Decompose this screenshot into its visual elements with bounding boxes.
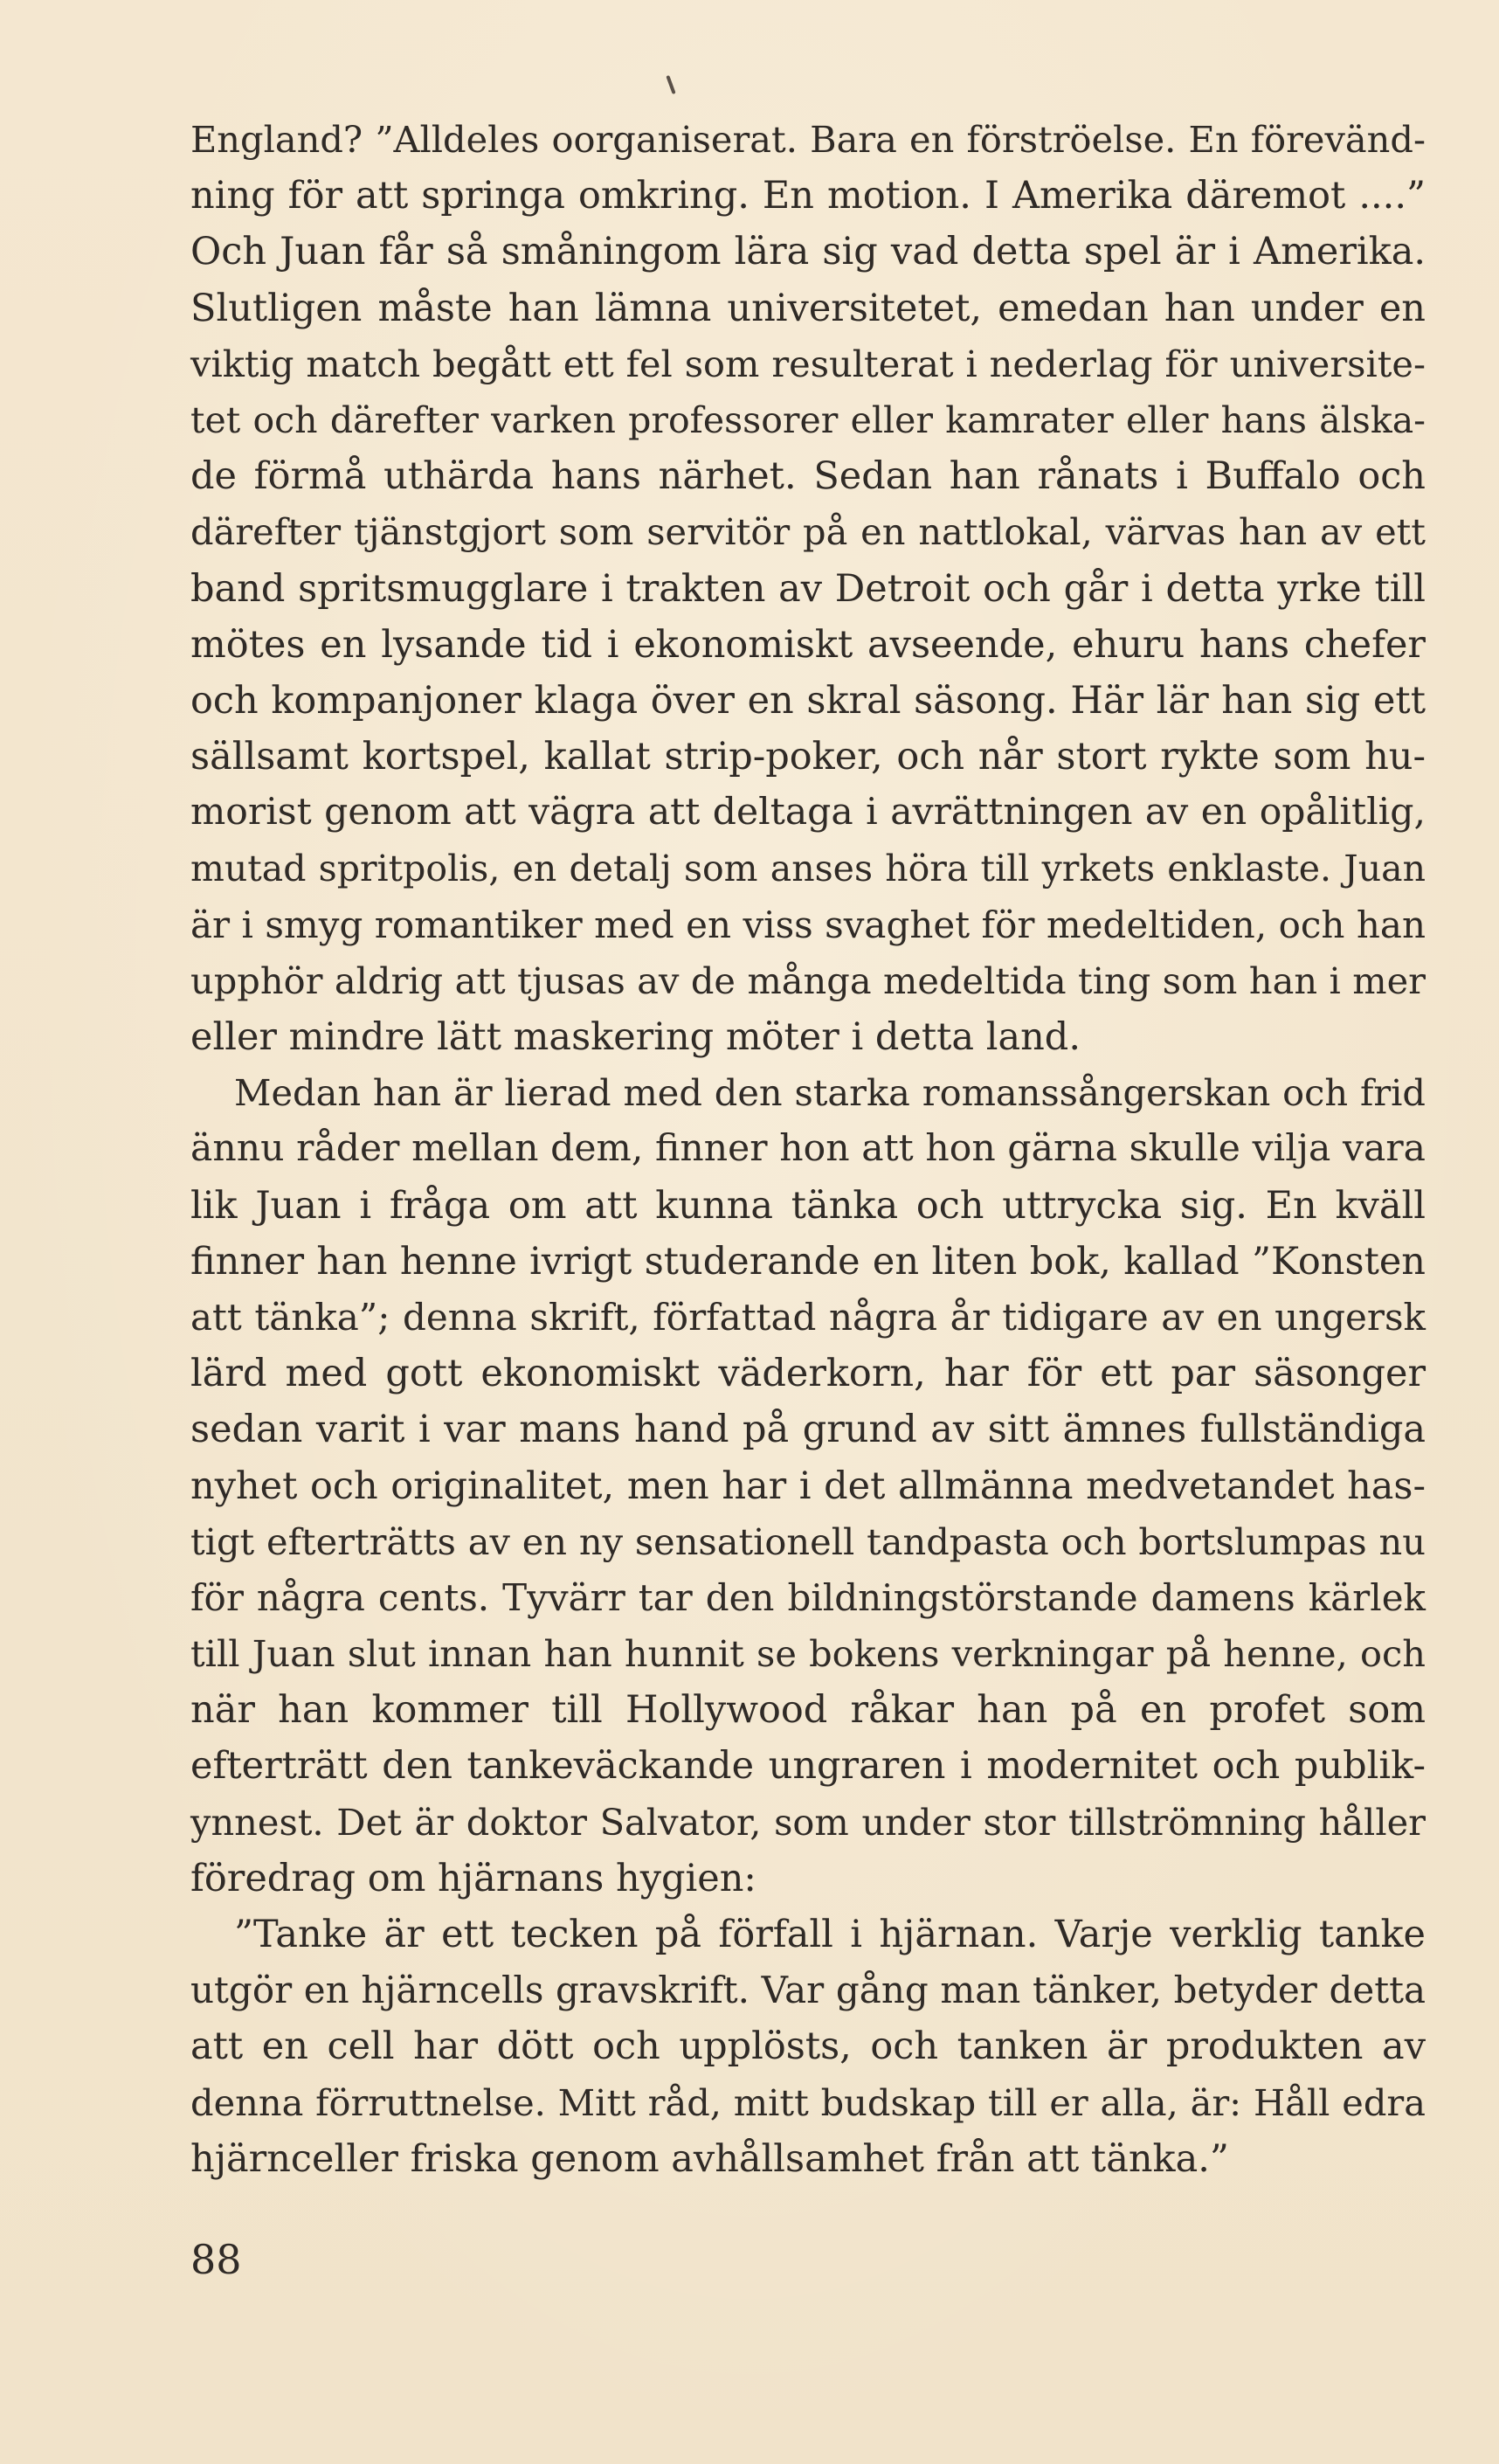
text-line: ning för att springa omkring. En motion. I Amerika däremot ....” — [190, 174, 1426, 218]
text-line: mötes en lysande tid i ekonomiskt avseende, ehuru hans chefer — [190, 622, 1426, 667]
text-line: tigt efterträtts av en ny sensationell tandpasta och bortslumpas nu — [190, 1519, 1426, 1563]
text-line: lik Juan i fråga om att kunna tänka och uttrycka sig. En kväll — [190, 1183, 1426, 1228]
text-line: upphör aldrig att tjusas av de många medeltida ting som han i mer — [190, 959, 1426, 1002]
text-line: därefter tjänstgjort som servitör på en nattlokal, värvas han av ett — [190, 510, 1426, 554]
text-line: och kompanjoner klaga över en skral säsong. Här lär han sig ett — [190, 678, 1426, 723]
text-line: att tänka”; denna skrift, författad några år tidigare av en ungersk — [190, 1295, 1426, 1339]
text-line: för några cents. Tyvärr tar den bildningstörstande damens kärlek — [190, 1575, 1426, 1619]
text-line: denna förruttnelse. Mitt råd, mitt budskap till er alla, är: Håll edra — [190, 2080, 1426, 2124]
text-line: Slutligen måste han lämna universitetet, emedan han under en — [190, 286, 1426, 330]
text-line: efterträtt den tankeväckande ungraren i modernitet och publik- — [190, 1744, 1426, 1789]
text-line: mutad spritpolis, en detalj som anses höra till yrkets enklaste. Juan — [190, 848, 1426, 890]
text-line: är i smyg romantiker med en viss svaghet för medeltiden, och han — [190, 903, 1426, 946]
text-line: eller mindre lätt maskering möter i detta land. — [190, 1015, 1081, 1059]
text-line: att en cell har dött och upplösts, och tanken är produkten av — [190, 2024, 1426, 2069]
text-line: föredrag om hjärnans hygien: — [190, 1856, 756, 1900]
text-line: de förmå uthärda hans närhet. Sedan han rånats i Buffalo och — [190, 454, 1426, 499]
ink-speck — [666, 75, 675, 94]
text-line: finner han henne ivrigt studerande en liten bok, kallad ”Konsten — [190, 1239, 1426, 1284]
text-line: sedan varit i var mans hand på grund av sitt ämnes fullständiga — [190, 1408, 1426, 1452]
text-line: lärd med gott ekonomiskt väderkorn, har för ett par säsonger — [190, 1352, 1426, 1396]
text-line: Och Juan får så småningom lära sig vad detta spel är i Amerika. — [190, 230, 1426, 274]
text-line: ännu råder mellan dem, finner hon att hon gärna skulle vilja vara — [190, 1127, 1426, 1171]
text-line: Medan han är lierad med den starka romanssångerskan och frid — [234, 1071, 1426, 1115]
paragraph — [190, 1907, 1426, 2187]
text-line: viktig match begått ett fel som resulterat i nederlag för universite- — [190, 342, 1426, 385]
text-line: hjärnceller friska genom avhållsamhet från att tänka.” — [190, 2136, 1229, 2181]
paragraph — [190, 112, 1426, 1065]
text-line: ”Tanke är ett tecken på förfall i hjärnan. Varje verklig tanke — [234, 1913, 1426, 1956]
text-line: utgör en hjärncells gravskrift. Var gång man tänker, betyder detta — [190, 1969, 1426, 2012]
text-line: band spritsmugglare i trakten av Detroit och går i detta yrke till — [190, 566, 1426, 611]
text-line: tet och därefter varken professorer eller kamrater eller hans älska- — [190, 398, 1426, 441]
text-line: morist genom att vägra att deltaga i avrättningen av en opålitlig, — [190, 791, 1426, 834]
page-number: 88 — [190, 2236, 242, 2283]
text-line: när han kommer till Hollywood råkar han på en profet som — [190, 1688, 1426, 1733]
paragraph — [190, 1065, 1426, 1907]
text-line: till Juan slut innan han hunnit se bokens verkningar på henne, och — [190, 1632, 1426, 1676]
text-line: ynnest. Det är doktor Salvator, som under stor tillströmning håller — [190, 1800, 1426, 1844]
body-text — [190, 112, 1426, 2187]
text-line: England? ”Alldeles oorganiserat. Bara en förströelse. En förevänd- — [190, 118, 1426, 161]
text-line: nyhet och originalitet, men har i det allmänna medvetandet has- — [190, 1464, 1426, 1508]
text-line: sällsamt kortspel, kallat strip-poker, och når stort rykte som hu- — [190, 735, 1426, 779]
